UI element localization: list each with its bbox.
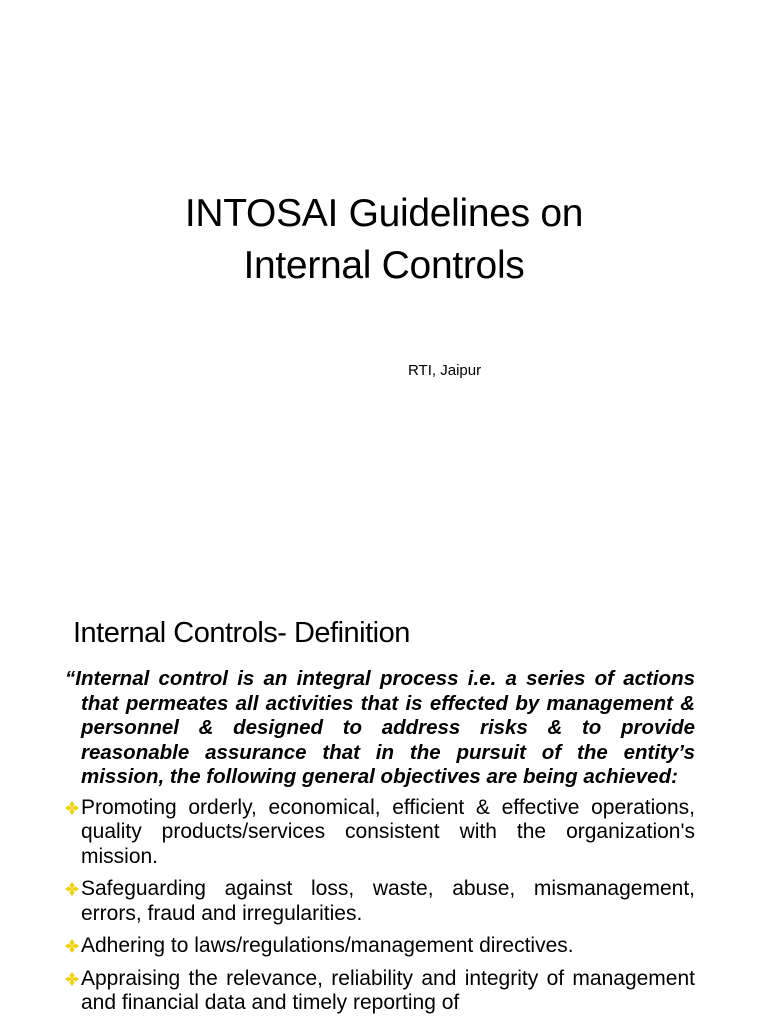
list-item [65, 967, 695, 1016]
bullet-text: Safeguarding against loss, waste, abuse, mismanagement, errors, fraud and irregularities. [81, 877, 695, 925]
presentation-title [0, 188, 768, 292]
four-diamond-bullet-icon [65, 882, 79, 896]
four-diamond-bullet-icon [65, 801, 79, 815]
slide-title: Internal Controls- Definition [73, 617, 410, 649]
four-diamond-bullet-icon [65, 939, 79, 953]
definition-text: “Internal control is an integral process i.e. a series of actions that permeates all activities that is effected by management & personnel & designed to address risks & to provide reasonable assurance that in the pursuit of the entity’s mission, the following general objectives are being achieved: [65, 667, 695, 788]
bullet-text: Appraising the relevance, reliability and integrity of management and financial data and timely reporting of [81, 966, 695, 1014]
presentation-subtitle: RTI, Jaipur [408, 362, 482, 379]
list-item [65, 934, 695, 959]
bullet-text: Promoting orderly, economical, efficient & effective operations, quality products/services consistent with the organization's mission. [81, 795, 695, 868]
objectives-list [65, 796, 695, 1016]
bullet-text: Adhering to laws/regulations/management directives. [81, 934, 574, 957]
title-line-2: Internal Controls [243, 244, 525, 287]
slide-content [65, 667, 695, 1024]
list-item [65, 796, 695, 870]
title-line-1: INTOSAI Guidelines on [184, 192, 584, 235]
definition-slide [0, 576, 768, 1024]
four-diamond-bullet-icon [65, 972, 79, 986]
list-item [65, 877, 695, 926]
